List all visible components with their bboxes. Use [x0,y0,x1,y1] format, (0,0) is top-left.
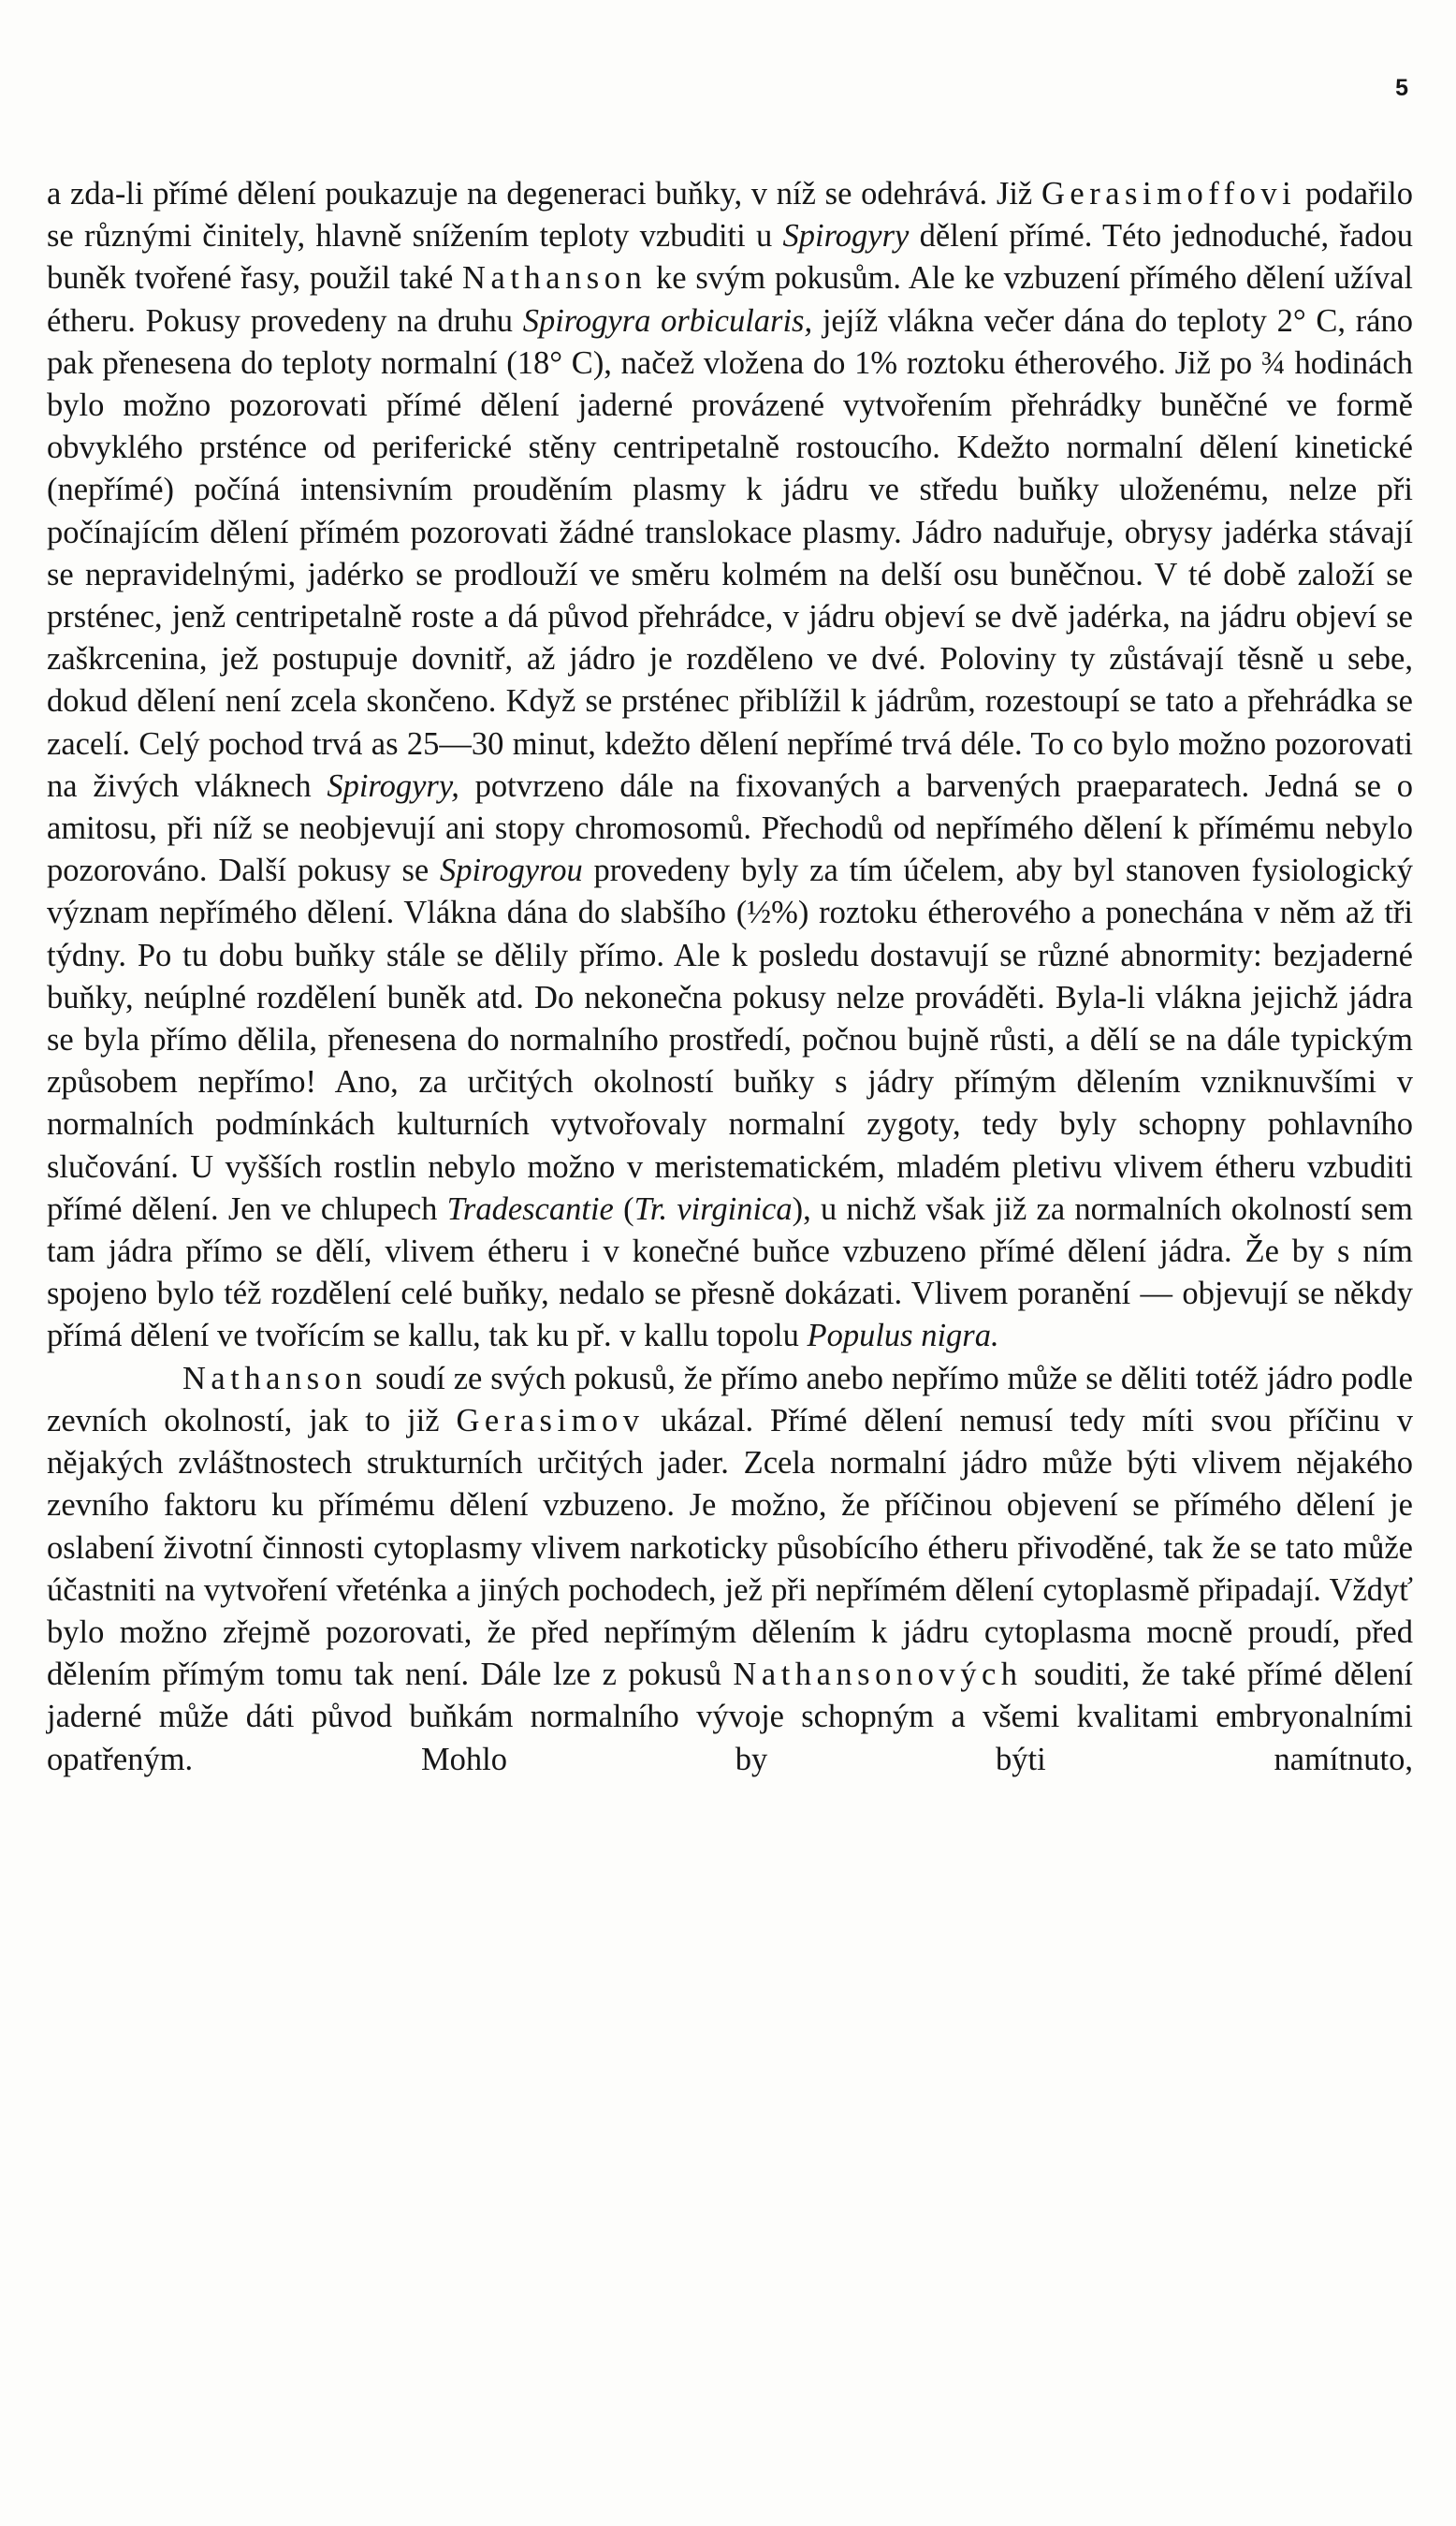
author-name: Gerasimoffovi [1041,176,1297,212]
italic-term: Spirogyry [782,218,910,255]
author-name: Nathanson [462,260,648,297]
author-name: Nathansonových [733,1657,1023,1693]
italic-term: Spirogyra orbicularis, [522,302,813,339]
text-run: potvrzeno dále na fixovaných a barvených praeparatech. Jedná se o amitosu, při níž se neobjevují ani stopy chromosomů. Přechodů od nepřímého dělení k přímému nebylo pozorováno. Další pokusy se [47,767,1413,889]
italic-term: Spirogyrou [440,853,583,889]
text-run: ), u nichž však již za normalních okolností sem tam jádra přímo se dělí, vlivem étheru i v konečné buňce vzbuzeno přímé dělení jádra. Že by s ním spojeno bylo též rozdělení celé buňky, nedalo se přesně dokázati. Vlivem poranění — objevují se někdy přímá dělení ve tvořícím se kallu, tak ku př. v kallu topolu [47,1190,1413,1354]
italic-term: Spirogyry, [327,767,459,804]
text-run: podařilo se různými činitely, hlavně snížením teploty vzbuditi u [47,176,1413,255]
text-run: dělení přímé. Této jednoduché, řadou buněk tvořené řasy, použil také [47,218,1413,297]
page-number: 5 [1395,75,1408,101]
text-run: jejíž vlákna večer dána do teploty 2° C, ráno pak přenesena do teploty normalní (18° C), načež vložena do 1% roztoku étherového. Již po ¾ hodinách bylo možno pozorovati přímé dělení jaderné provázené vytvořením přehrádky buněčné ve formě obvyklého prsténce od periferické stěny centripetalně rostoucího. Kdežto normalní dělení kinetické (nepřímé) počíná intensivním prouděním plasmy k jádru ve středu buňky uloženému, nelze při počínajícím dělení přímém pozorovati žádné translokace plasmy. Jádro naduřuje, obrysy jadérka stávají se nepravidelnými, jadérko se prodlouží ve směru kolmém na delší osu buněčnou. V té době založí se prsténec, jenž centripetalně roste a dá původ přehrádce, v jádru objeví se dvě jadérka, na jádru objeví se zaškrcenina, jež postupuje dovnitř, až jádro je rozděleno ve dvé. Poloviny ty zůstávají těsně u sebe, dokud dělení není zcela skončeno. Když se prsténec přiblížil k jádrům, rozestoupí se tato a přehrádka se zacelí. Celý pochod trvá as 25—30 minut, kdežto dělení nepřímé trvá déle. To co bylo možno pozorovati na živých vláknech [47,302,1413,804]
text-run: provedeny byly za tím účelem, aby byl stanoven fysiologický význam nepřímého dělení. Vlákna dána do slabšího (½%) roztoku étherového a ponechána v něm až tři týdny. Po tu dobu buňky stále se dělily přímo. Ale k posledu dostavují se různé abnormity: bezjaderné buňky, neúplné rozdělení buněk atd. Do nekonečna pokusy nelze prováděti. Byla-li vlákna jejichž jádra se byla přímo dělila, přenesena do normalního prostředí, počnou bujně růsti, a dělí se na dále typickým způsobem nepřímo! Ano, za určitých okolností buňky s jádry přímým dělením vzniknuvšími v normalních podmínkách kulturních vytvořovaly normalní zygoty, tedy byly schopny pohlavního slučování. U vyšších rostlin nebylo možno v meristematickém, mladém pletivu vlivem étheru vzbuditi přímé dělení. Jen ve chlupech [47,853,1413,1227]
text-run: soudí ze svých pokusů, že přímo anebo nepřímo může se děliti totéž jádro podle zevních okolností, jak to již [47,1360,1413,1438]
text-run: ( [613,1190,634,1227]
body-text [47,173,1413,1781]
text-run: ukázal. Přímé dělení nemusí tedy míti svou příčinu v nějakých zvláštnostech strukturních určitých jader. Zcela normalní jádro může býti vlivem nějakého zevního faktoru ku přímému dělení vzbuzeno. Je možno, že příčinou objevení se přímého dělení je oslabení životní činnosti cytoplasmy vlivem narkoticky působícího étheru přivoděné, tak že se tato může účastniti na vytvoření vřeténka a jiných pochodech, jež při nepřímém dělení cytoplasmě připadají. Vždyť bylo možno zřejmě pozorovati, že před nepřímým dělením k jádru cytoplasma mocně proudí, před dělením přímým tomu tak není. Dále lze z pokusů [47,1402,1413,1693]
italic-term: Tr. virginica [633,1190,793,1227]
paragraph [47,1358,1413,1781]
author-name: Nathanson [182,1360,368,1396]
text-run: ke svým pokusům. Ale ke vzbuzení přímého dělení užíval étheru. Pokusy provedeny na druhu [47,260,1413,339]
text-run: a zda-li přímé dělení poukazuje na degeneraci buňky, v níž se odehrává. Již [47,176,1041,212]
italic-term: Tradescantie [446,1190,614,1227]
author-name: Gerasimov [456,1402,645,1438]
paragraph [47,173,1413,1358]
text-run: souditi, že také přímé dělení jaderné může dáti původ buňkám normalního vývoje schopným a všemi kvalitami embryonalními opatřeným. Mohlo by býti namítnuto, [47,1657,1413,1777]
italic-term: Populus nigra. [807,1318,999,1354]
